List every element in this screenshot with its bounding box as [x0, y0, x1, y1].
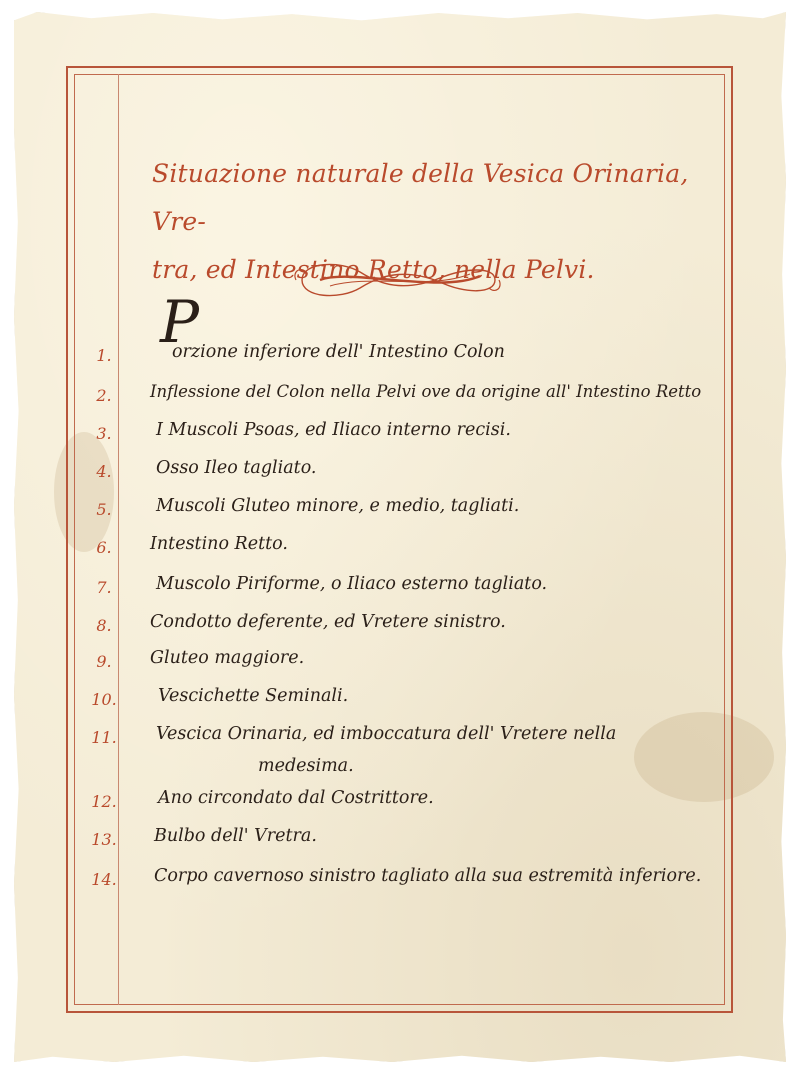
- legend-text: Ano circondato dal Costrittore.: [158, 788, 434, 808]
- legend-text: Gluteo maggiore.: [150, 648, 305, 668]
- legend-text: I Muscoli Psoas, ed Iliaco interno recisi.: [156, 420, 511, 440]
- legend-text: Vescica Orinaria, ed imboccatura dell' Vretere nella: [156, 724, 617, 744]
- legend-text: Corpo cavernoso sinistro tagliato alla sua estremità inferiore.: [154, 866, 702, 886]
- legend-number: 6.: [96, 538, 112, 557]
- title-line-1: Situazione naturale della Vesica Orinaria, Vre-: [152, 159, 689, 236]
- legend-text: Bulbo dell' Vretra.: [154, 826, 317, 846]
- flourish-ornament: [290, 250, 505, 310]
- legend-text: Vescichette Seminali.: [158, 686, 349, 706]
- legend-text: Muscolo Piriforme, o Iliaco esterno tagliato.: [156, 574, 548, 594]
- legend-number: 7.: [96, 578, 112, 597]
- legend-text: Condotto deferente, ed Vretere sinistro.: [150, 612, 506, 632]
- legend-number: 13.: [91, 830, 117, 849]
- legend-number: 4.: [96, 462, 112, 481]
- legend-text: Intestino Retto.: [150, 534, 288, 554]
- legend-text-continuation: medesima.: [258, 756, 354, 776]
- legend-number: 9.: [96, 652, 112, 671]
- legend-number: 14.: [91, 870, 117, 889]
- legend-number: 12.: [91, 792, 117, 811]
- legend-number: 5.: [96, 500, 112, 519]
- legend-text: Osso Ileo tagliato.: [156, 458, 317, 478]
- legend-number: 2.: [96, 386, 112, 405]
- title-line-2: tra, ed Intestino Retto, nella Pelvi.: [152, 255, 595, 284]
- drop-cap: P: [160, 288, 200, 356]
- legend-text: Muscoli Gluteo minore, e medio, tagliati.: [156, 496, 520, 516]
- legend-text: Inflessione del Colon nella Pelvi ove da origine all' Intestino Retto: [150, 382, 702, 401]
- legend-text: orzione inferiore dell' Intestino Colon: [172, 342, 505, 362]
- legend-number: 10.: [91, 690, 117, 709]
- legend-number: 3.: [96, 424, 112, 443]
- legend-number: 11.: [91, 728, 117, 747]
- legend-number: 1.: [96, 346, 112, 365]
- legend-number: 8.: [96, 616, 112, 635]
